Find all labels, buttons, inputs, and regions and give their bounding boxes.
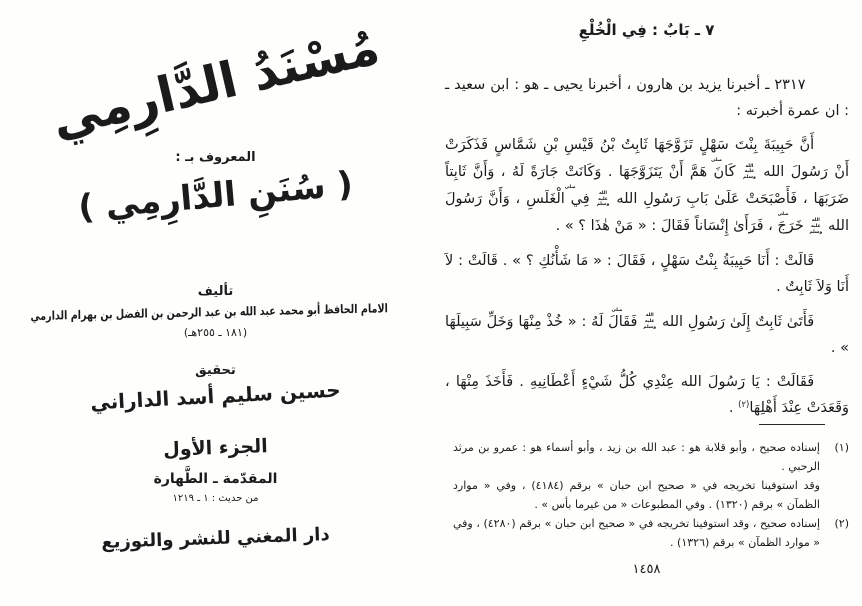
author-name: الامام الحافظ أبو محمد عبد الله بن عبد الرحمن بن الفضل بن بهرام الدارمي [30, 301, 388, 324]
footnote-number: (٢) [834, 517, 849, 530]
footnote-paragraph: إسناده صحيح ، وأبو قلابة هو : عبد الله بن زيد ، وأبو أسماء هو : عمرو بن مرثد الرحبي . [453, 441, 820, 473]
hadith-body [445, 72, 849, 429]
saw-symbol: صلى الله عليه وسلم [611, 307, 657, 330]
text-page [431, 0, 862, 606]
footnote-text [453, 438, 820, 514]
footnote-separator [759, 424, 825, 425]
chapter-heading: ٧ ـ بَابٌ : فِي الْخُلْعِ [578, 21, 715, 39]
hadith-text-paragraph: أَنَّ حَبِيبَةَ بِنْتَ سَهْلٍ تَزَوَّجَهَا ثَابِتُ بْنُ قَيْسِ بْنِ شَمَّاسٍ فَذَكَرَتْ أَنْ رَسُولَ الله صلى الله عليه وسلم كَانَ هَمَّ أَنْ يَتَزَوَّجَهَا . وَكَانَتْ جَارَةً لَهُ ، وَأَنَّ ثَابِتاً ضَرَبَهَا ، فَأَصْبَحَتْ عَلَىٰ بَابِ رَسُولِ الله صلى الله عليه وسلم فِي الْغَلَسِ ، وَأَنَّ رَسُولَ الله صلى الله عليه وسلم خَرَجَ ، فَرَأَىٰ إِنْسَاناً فَقَالَ : « مَنْ هٰذَا ؟ » . [445, 137, 850, 235]
footnote-1 [453, 438, 849, 514]
footnotes [453, 438, 849, 552]
volume-contents: المقدّمة ـ الطَّهارة [153, 471, 278, 487]
editor-name: حسين سليم أسد الداراني [89, 377, 342, 415]
volume-label: الجزء الأول [162, 435, 269, 461]
hadith-text-paragraph: فَأَتَىٰ ثَابِتٌ إِلَىٰ رَسُولِ الله صلى الله عليه وسلم فَقَالَ لَهُ : « خُذْ مِنْهَا وَخَلِّ سَبِيلَهَا » . [445, 307, 849, 356]
footnote-paragraph: إسناده صحيح ، وقد استوفينا تخريجه في « صحيح ابن حبان » برقم (٤٢٨٠) ، وفي « موارد الظمآن » برقم (١٣٢٦) . [453, 517, 821, 549]
hadith-text-paragraph: قَالَتْ : أَنَا حَبِيبَةُ بِنْتُ سَهْلٍ ، فَقَالَ : « مَا شَأْنُكِ ؟ » . قَالَتْ : لاَ أَنَا وَلاَ ثَابِتٌ . [445, 252, 849, 295]
saw-symbol: صلى الله عليه وسلم [564, 185, 610, 208]
hadith-isnad: ٢٣١٧ ـ أخبرنا يزيد بن هارون ، أخبرنا يحيى ـ هو : ابن سعيد ـ : ان عمرة أخبرته : [445, 77, 849, 119]
authored-by-label: تأليف [197, 284, 234, 299]
book-title-calligraphy: مُسْنَدُ الدَّارِمِي [46, 18, 385, 149]
page-number: ١٤٥٨ [632, 562, 661, 577]
book-subtitle-calligraphy: ( سُنَنِ الدَّارِمِي ) [76, 164, 355, 228]
footnote-text [453, 514, 820, 552]
hadith-range: من حديث : ١ ـ ١٢١٩ [172, 493, 259, 504]
edited-by-label: تحقيق [195, 363, 236, 378]
footnote-number: (١) [834, 441, 849, 454]
footnote-ref: (٢) [738, 399, 750, 410]
footnote-paragraph: وقد استوفينا تخريجه في « صحيح ابن حبان » برقم (٤١٨٤) ، وفي « موارد الظمآن » برقم (١٣٢٠) . وفي المطبوعات « من غيرما بأس » . [453, 479, 820, 511]
saw-symbol: صلى الله عليه وسلم [711, 158, 756, 181]
author-dates: (١٨١ ـ ٢٥٥هـ) [183, 326, 248, 339]
footnote-2 [453, 514, 849, 552]
hadith-text-paragraph: فَقَالَتْ : يَا رَسُولَ الله عِنْدِي كُلُّ شَيْءٍ أَعْطَانِيهِ . فَأَخَذَ مِنْهَا ، وَقَعَدَتْ عِنْدَ أَهْلِهَا$^{(٢)}$ . [445, 373, 849, 416]
saw-symbol: صلى الله عليه وسلم [777, 212, 823, 235]
publisher-name: دار المغني للنشر والتوزيع [100, 524, 331, 553]
known-as-label: المعروف بـ : [175, 150, 256, 165]
